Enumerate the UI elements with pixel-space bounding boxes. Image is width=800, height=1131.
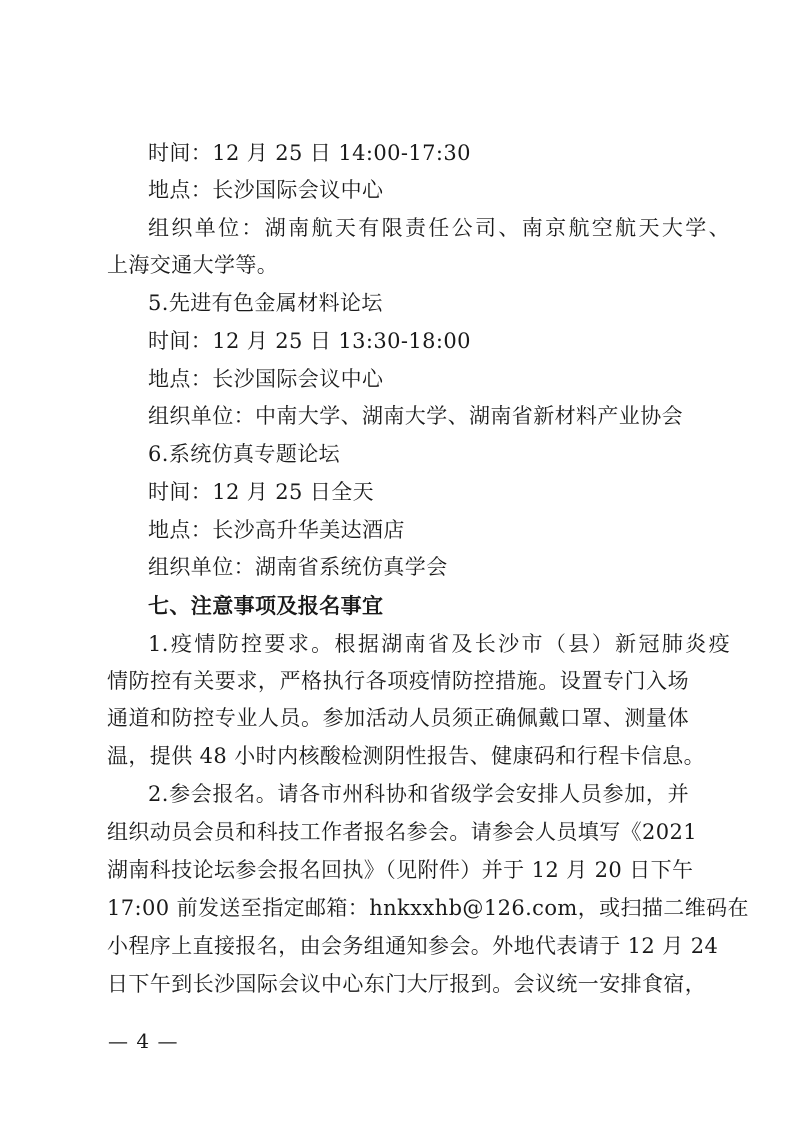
forum4-organizer-continued: 上海交通大学等。 bbox=[107, 253, 279, 277]
notes-para2-line2: 组织动员会员和科技工作者报名参会。请参会人员填写《2021 bbox=[107, 820, 698, 844]
notes-para2-line3: 湖南科技论坛参会报名回执》（见附件）并于 12 月 20 日下午 bbox=[107, 858, 694, 882]
notes-para2-line6: 日下午到长沙国际会议中心东门大厅报到。会议统一安排食宿， bbox=[107, 972, 707, 996]
forum6-location-line: 地点：长沙高升华美达酒店 bbox=[148, 518, 405, 542]
notes-para2-line5: 小程序上直接报名，由会务组通知参会。外地代表请于 12 月 24 bbox=[107, 934, 719, 958]
forum4-time-line: 时间：12 月 25 日 14:00-17:30 bbox=[148, 141, 471, 165]
notes-para1-line3: 通道和防控专业人员。参加活动人员须正确佩戴口罩、测量体 bbox=[107, 706, 689, 730]
notes-para1-line2: 情防控有关要求，严格执行各项疫情防控措施。设置专门入场 bbox=[107, 669, 689, 693]
forum5-organizer-line: 组织单位：中南大学、湖南大学、湖南省新材料产业协会 bbox=[148, 404, 683, 428]
page-number: — 4 — bbox=[108, 1029, 179, 1053]
notes-para2-line4: 17:00 前发送至指定邮箱：hnkxxhb@126.com，或扫描二维码在 bbox=[107, 896, 749, 920]
forum6-organizer-line: 组织单位：湖南省系统仿真学会 bbox=[148, 555, 448, 579]
forum6-time-line: 时间：12 月 25 日全天 bbox=[148, 480, 375, 504]
forum5-title: 5.先进有色金属材料论坛 bbox=[148, 291, 383, 315]
section-heading-notes: 七、注意事项及报名事宜 bbox=[148, 594, 384, 618]
notes-para2-line1: 2.参会报名。请各市州科协和省级学会安排人员参加，并 bbox=[148, 782, 689, 806]
forum4-organizer-line: 组织单位：湖南航天有限责任公司、南京航空航天大学、 bbox=[148, 216, 730, 240]
notes-para1-line1: 1.疫情防控要求。根据湖南省及长沙市（县）新冠肺炎疫 bbox=[148, 632, 730, 656]
notes-para1-line4: 温，提供 48 小时内核酸检测阴性报告、健康码和行程卡信息。 bbox=[107, 744, 706, 768]
forum6-title: 6.系统仿真专题论坛 bbox=[148, 442, 341, 466]
forum4-location-line: 地点：长沙国际会议中心 bbox=[148, 178, 384, 202]
forum5-location-line: 地点：长沙国际会议中心 bbox=[148, 367, 384, 391]
forum5-time-line: 时间：12 月 25 日 13:30-18:00 bbox=[148, 329, 471, 353]
